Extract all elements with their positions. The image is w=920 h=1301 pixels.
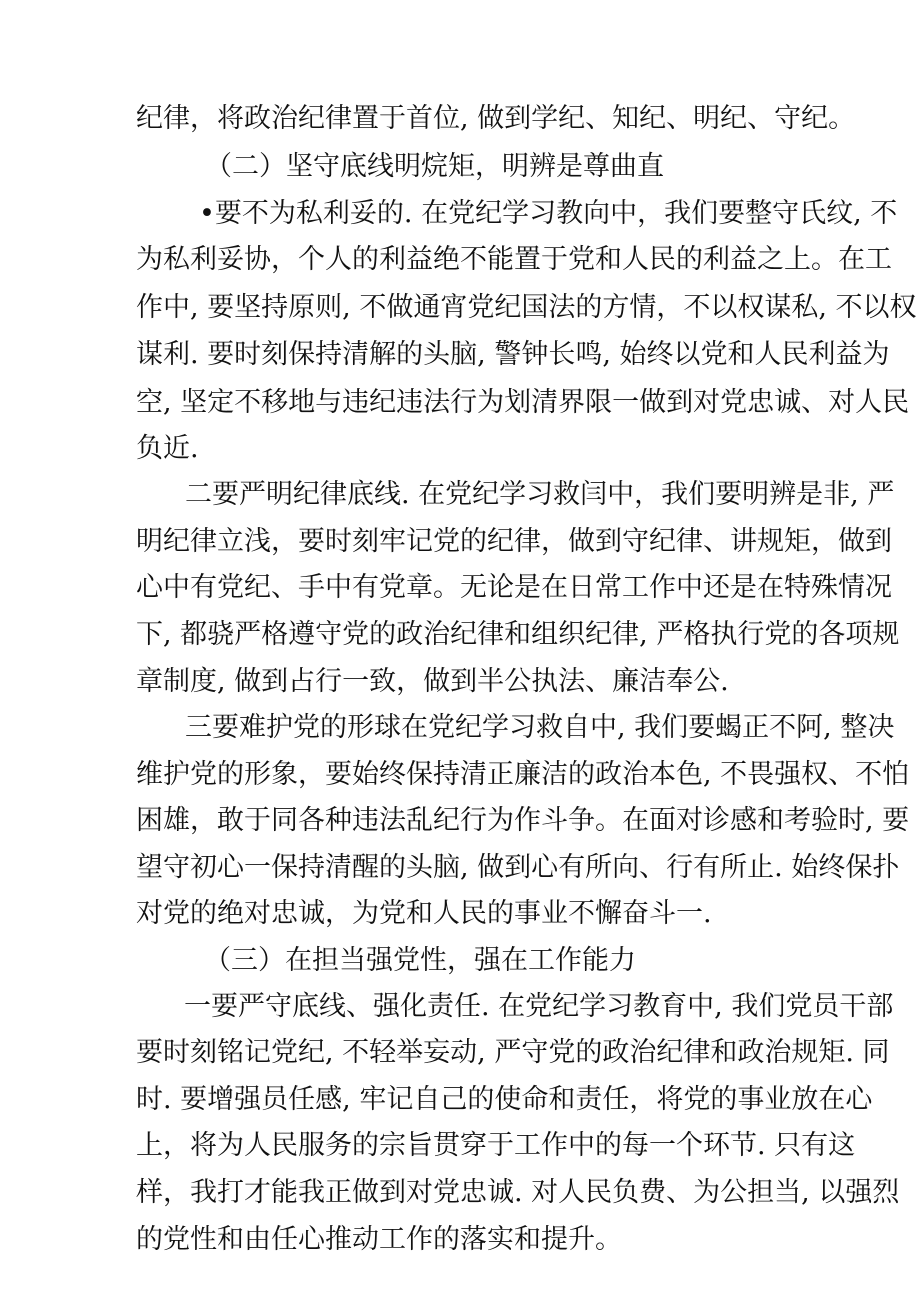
text-line: 困雄，敢于同各种违法乱纪行为作斗争。在面对诊感和考验时, 要 [136,805,910,836]
text-line: 上，将为人民服务的宗旨贯穿于工作中的每一个环节. 只有这 [136,1130,856,1161]
text-line: 下, 都骁严格遵守党的政治纪律和组织纪律, 严格执行党的各项规 [136,619,900,650]
text-line: 为私利妥协，个人的利益绝不能置于党和人民的利益之上。在工 [136,244,892,275]
text-line: •要不为私利妥的. 在党纪学习教向中，我们要整守氏纹, 不 [199,198,898,229]
text-line: 作中, 要坚持原则, 不做通宵党纪国法的方情，不以权谋私, 不以权 [136,292,917,323]
text-line: 样，我打才能我正做到对党忠诚. 对人民负费、为公担当, 以强烈 [136,1177,900,1208]
text-line: 二要严明纪律底线. 在党纪学习救闫中，我们要明辨是非, 严 [185,479,895,510]
text-line: 维护党的形象，要始终保持清正廉洁的政治本色, 不畏强权、不怕 [136,759,910,790]
text-line: 一要严守底线、强化责任. 在党纪学习教育中, 我们党员干部 [184,991,894,1022]
text-line: 要时刻铭记党纪, 不轻举妄动, 严守党的政治纪律和政治规矩. 同 [136,1037,890,1068]
text-line: 时. 要增强员任感, 牢记自己的使命和责任，将党的事业放在心 [136,1084,873,1115]
text-line: 纪律，将政治纪律置于首位, 做到学纪、知纪、明纪、守纪。 [136,103,856,134]
text-line: 的党性和由任心推动工作的落实和提升。 [136,1224,622,1255]
text-line: 章制度, 做到占行一致，做到半公执法、廉洁奉公. [136,666,729,697]
text-line: 心中有党纪、手中有党章。无论是在日常工作中还是在特殊情况 [136,572,892,603]
text-line: 望守初心一保持清醒的头脑, 做到心有所向、行有所止. 始终保扑 [136,852,900,883]
text-line: 空, 坚定不移地与违纪违法行为划清界限一做到对党忠诚、对人民 [136,387,910,418]
section-heading: （三）在担当强党性，强在工作能力 [204,945,636,976]
text-line: 负近. [136,433,199,464]
text-line: 三要难护党的形球在党纪学习救自中, 我们要蝎正不阿, 整决 [185,712,895,743]
section-heading: （二）坚守底线明烷矩，明辨是尊曲直 [205,151,664,182]
text-line: 明纪律立浅，要时刻牢记党的纪律，做到守纪律、讲规矩，做到 [136,526,892,557]
text-line: 对党的绝对忠诚，为党和人民的事业不懈奋斗一. [136,898,712,929]
text-line: 谋利. 要时刻保持清解的头脑, 警钟长鸣, 始终以党和人民利益为 [136,339,890,370]
